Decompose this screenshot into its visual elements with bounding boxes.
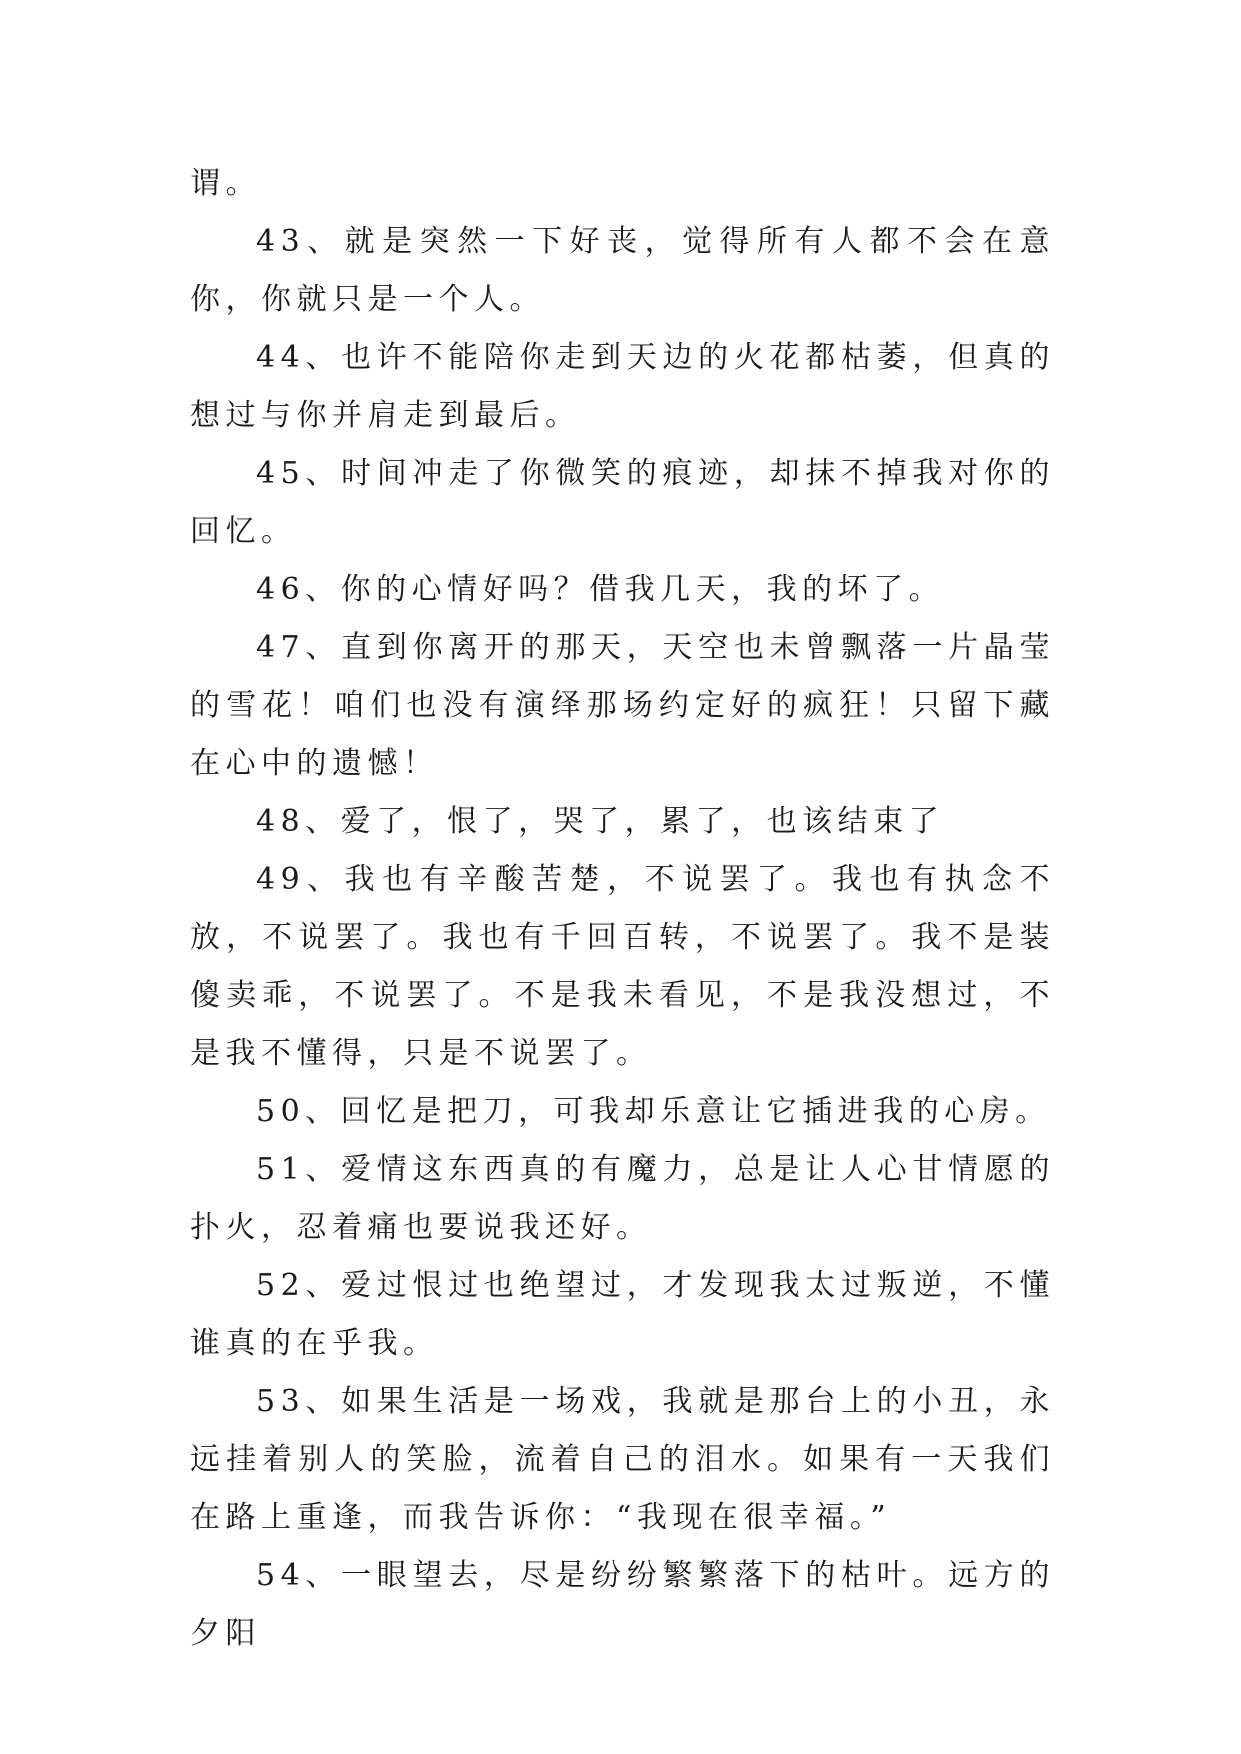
- paragraph-51: 51、爱情这东西真的有魔力，总是让人心甘情愿的扑火，忍着痛也要说我还好。: [190, 1152, 1055, 1245]
- paragraph-50: 50、回忆是把刀，可我却乐意让它插进我的心房。: [256, 1094, 1051, 1129]
- paragraph-53: 53、如果生活是一场戏，我就是那台上的小丑，永远挂着别人的笑脸，流着自己的泪水。如果有一天我们在路上重逢，而我告诉你：“我现在很幸福。”: [190, 1384, 1055, 1535]
- document-page: [190, 155, 1055, 1663]
- paragraph-52: 52、爱过恨过也绝望过，才发现我太过叛逆，不懂谁真的在乎我。: [190, 1268, 1055, 1361]
- paragraph-46: 46、你的心情好吗？借我几天，我的坏了。: [256, 572, 945, 607]
- paragraph-47: 47、直到你离开的那天，天空也未曾飘落一片晶莹的雪花！咱们也没有演绎那场约定好的疯狂！只留下藏在心中的遗憾！: [190, 630, 1055, 781]
- paragraph-49: 49、我也有辛酸苦楚，不说罢了。我也有执念不放，不说罢了。我也有千回百转，不说罢了。我不是装傻卖乖，不说罢了。不是我未看见，不是我没想过，不是我不懂得，只是不说罢了。: [190, 862, 1055, 1071]
- paragraph-43: 43、就是突然一下好丧，觉得所有人都不会在意你，你就只是一个人。: [190, 224, 1055, 317]
- paragraph-54: 54、一眼望去，尽是纷纷繁繁落下的枯叶。远方的夕阳: [190, 1558, 1055, 1651]
- paragraph-continuation: 谓。: [190, 166, 261, 201]
- paragraph-44: 44、也许不能陪你走到天边的火花都枯萎，但真的想过与你并肩走到最后。: [190, 340, 1055, 433]
- paragraph-48: 48、爱了，恨了，哭了，累了，也该结束了: [256, 804, 945, 839]
- paragraph-45: 45、时间冲走了你微笑的痕迹，却抹不掉我对你的回忆。: [190, 456, 1055, 549]
